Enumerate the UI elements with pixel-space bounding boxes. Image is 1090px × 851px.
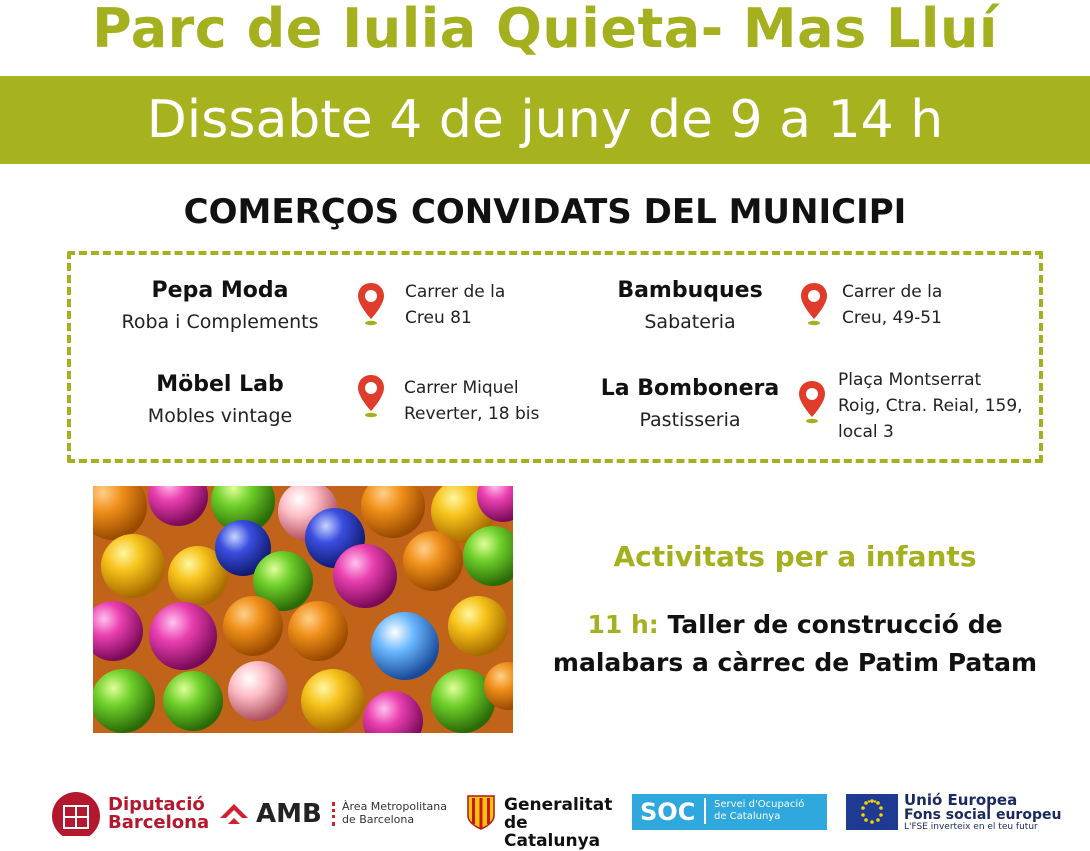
map-pin-icon xyxy=(797,379,827,425)
shop-la-bombonera xyxy=(575,373,805,435)
shop-bambuques xyxy=(575,275,805,337)
activity-line2: malabars a càrrec de Patim Patam xyxy=(552,648,1038,677)
diputacio-seal-icon xyxy=(52,792,100,836)
unio-europea-logo: Unió Europea Fons social europeu L'FSE inverteix en el teu futur xyxy=(846,786,1090,830)
activity-time: 11 h: xyxy=(587,610,659,639)
date-band xyxy=(0,76,1090,164)
soc-logo: SOC Servei d'Ocupació de Catalunya xyxy=(632,794,827,830)
map-pin-icon xyxy=(356,373,386,419)
shops-box xyxy=(67,251,1043,463)
event-title: Parc de Iulia Quieta- Mas Lluí xyxy=(92,0,998,60)
shop-address: Carrer de la Creu, 49-51 xyxy=(842,282,943,328)
colorful-balls-photo xyxy=(93,486,513,733)
shop-type: Sabateria xyxy=(644,311,736,333)
shop-name: Bambuques xyxy=(617,278,763,303)
activity-line1: Taller de construcció de xyxy=(667,610,1003,639)
activities-title: Activitats per a infants xyxy=(613,540,977,573)
amb-logo: AMB Àrea Metropolitana de Barcelona xyxy=(218,786,448,830)
sponsor-logos xyxy=(0,786,1090,851)
generalitat-logo: Generalitat de Catalunya xyxy=(466,786,626,830)
amb-chevron-icon xyxy=(218,798,250,828)
shop-mobel-lab xyxy=(105,369,335,431)
shop-address: Carrer de la Creu 81 xyxy=(405,282,506,328)
eu-flag-icon xyxy=(846,794,898,830)
shop-type: Roba i Complements xyxy=(121,311,319,333)
shop-type: Mobles vintage xyxy=(147,405,293,427)
shop-address: Carrer Miquel Reverter, 18 bis xyxy=(404,378,540,424)
map-pin-icon xyxy=(356,281,386,327)
activities-description xyxy=(545,606,1045,682)
shop-address: Plaça Montserrat Roig, Ctra. Reial, 159, local 3 xyxy=(838,370,1023,442)
shops-section-title: COMERÇOS CONVIDATS DEL MUNICIPI xyxy=(183,192,907,232)
shop-type: Pastisseria xyxy=(639,409,741,431)
shop-name: Pepa Moda xyxy=(151,278,289,303)
shop-name: La Bombonera xyxy=(600,376,780,401)
senyera-shield-icon xyxy=(466,794,496,830)
shop-pepa-moda xyxy=(105,275,335,337)
event-date: Dissabte 4 de juny de 9 a 14 h xyxy=(146,90,944,150)
map-pin-icon xyxy=(799,281,829,327)
diputacio-barcelona-logo: Diputació Barcelona xyxy=(52,786,212,830)
shop-name: Möbel Lab xyxy=(156,372,284,397)
